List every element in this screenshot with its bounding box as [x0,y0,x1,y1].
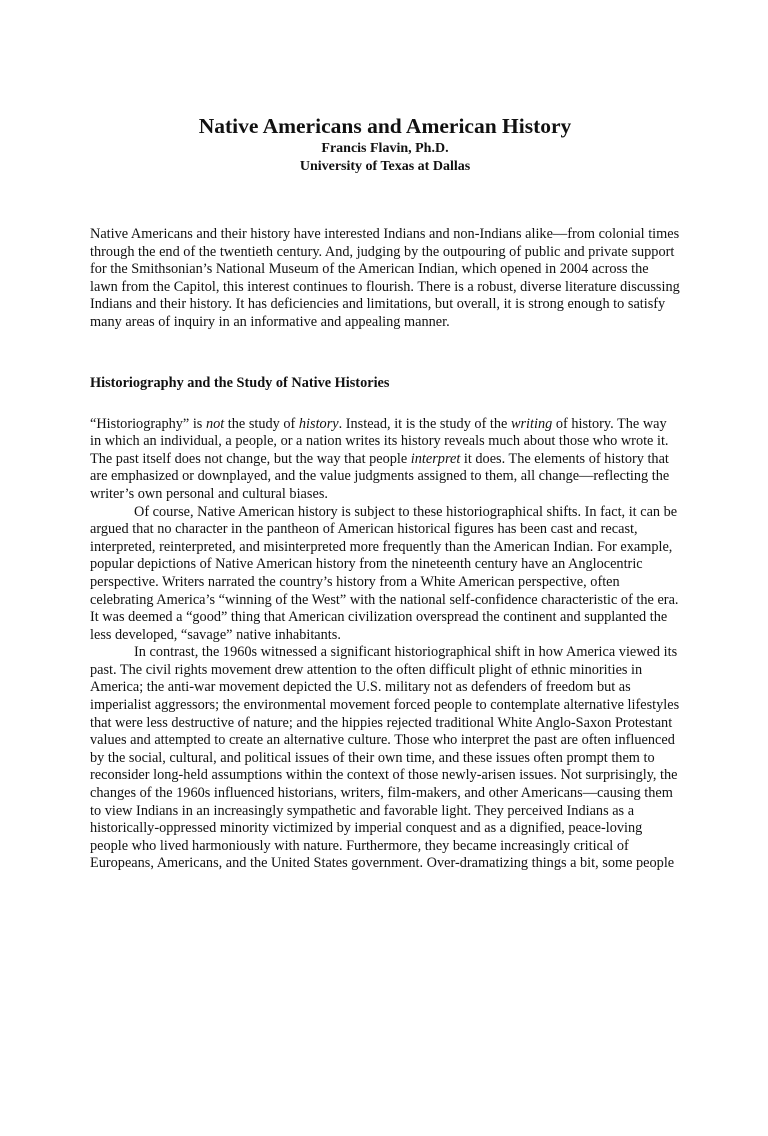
section-heading: Historiography and the Study of Native Histories [90,374,390,391]
text-run: . Instead, it is the study of the [338,415,511,432]
historiography-paragraph [90,416,680,504]
text-run: “Historiography” is [90,415,206,432]
emphasis-history: history [298,415,339,432]
author-affiliation: University of Texas at Dallas [299,159,471,174]
emphasis-not: not [205,415,225,432]
emphasis-interpret: interpret [410,450,461,467]
emphasis-writing: writing [510,415,553,432]
body-paragraph-2: Of course, Native American history is subject to these historiographical shifts. In fact, it can be argued that no character in the pantheon of American historical figures has been cast and recast, interpreted, reinterpreted, and misinterpreted more frequently than the American Indian. For example, popular depictions of Native American history from the nineteenth century have an Anglocentric perspective. Writers narrated the country’s history from a White American perspective, often celebrating America’s “winning of the West” with the national self-confidence characteristic of the era. It was deemed a “good” thing that American civilization overspread the continent and supplanted the less developed, “savage” native inhabitants. [90,503,679,643]
text-run: it does. The elements of history that are emphasized or downplayed, and the value judgments assigned to them, all change—reflecting the writer’s own personal and cultural biases. [90,450,670,502]
document-title: Native Americans and American History [198,114,572,138]
author-name: Francis Flavin, Ph.D. [321,141,449,156]
text-run: the study of [224,415,299,432]
document-page [0,112,768,1136]
body-paragraph-3: In contrast, the 1960s witnessed a significant historiographical shift in how America viewed its past. The civil rights movement drew attention to the often difficult plight of ethnic minorities in America; the anti-war movement depicted the U.S. military not as defenders of freedom but as imperialist aggressors; the environmental movement forced people to contemplate alternative lifestyles that were less destructive of nature; and the hippies rejected traditional White Anglo-Saxon Protestant values and attempted to create an alternative culture. Those who interpret the past are often influenced by the social, cultural, and political issues of their own time, and these issues often prompt them to reconsider long-held assumptions within the context of those newly-arisen issues. Not surprisingly, the changes of the 1960s influenced historians, writers, film-makers, and other Americans—causing them to view Indians in an increasingly sympathetic and favorable light. They perceived Indians as a historically-oppressed minority victimized by imperial conquest and as a dignified, peace-loving people who lived harmoniously with nature. Furthermore, they became increasingly critical of Europeans, Americans, and the United States government. Over-dramatizing things a bit, some people [90,644,680,872]
text-run: of history. The way in which an individual, a people, or a nation writes its history reveals much about those who wrote it. The past itself does not change, but the way that people [90,415,669,467]
intro-paragraph: Native Americans and their history have interested Indians and non-Indians alike—from colonial times through the end of the twentieth century. And, judging by the outpouring of public and private support for the Smithsonian’s National Museum of the American Indian, which opened in 2004 across the lawn from the Capitol, this interest continues to flourish. There is a robust, diverse literature discussing Indians and their history. It has deficiencies and limitations, but overall, it is strong enough to satisfy many areas of inquiry in an informative and appealing manner. [90,226,680,330]
